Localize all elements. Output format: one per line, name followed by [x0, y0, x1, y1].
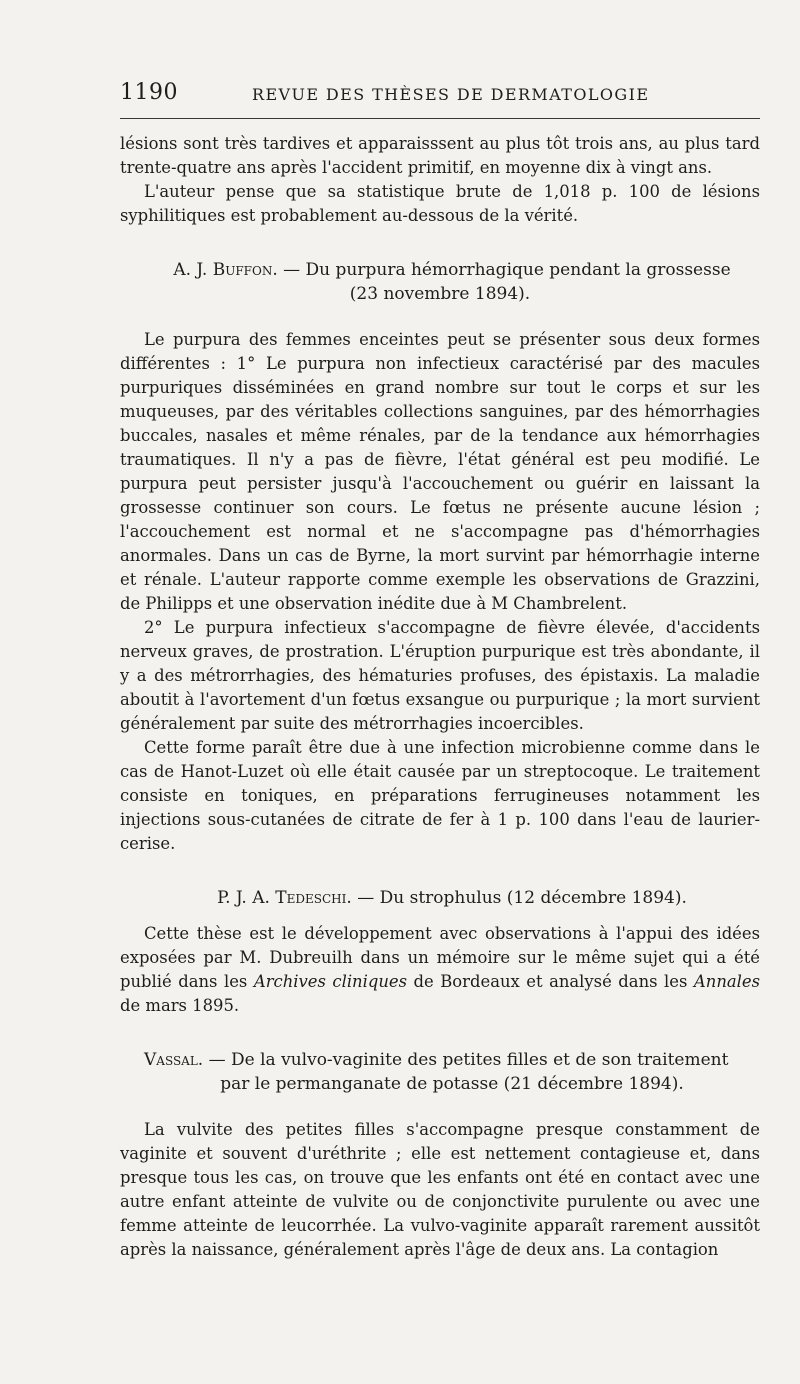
entry-title — [120, 1048, 760, 1096]
entry-paragraph: Cette forme paraît être due à une infection microbienne comme dans le cas de Hanot-Luzet où elle était causée par un streptocoque. Le traitement consiste en toniques, en préparations ferrugineuses notamment les injections sous-cutanées de citrate de fer à 1 p. 100 dans l'eau de laurier-cerise. — [120, 738, 760, 853]
entry-paragraph: 2° Le purpura infectieux s'accompagne de fièvre élevée, d'accidents nerveux graves, de prostration. L'éruption purpurique est très abondante, il y a des métrorrhagies, des hématuries profuses, des épistaxis. La maladie aboutit à l'avortement d'un fœtus exsangue ou purpurique ; la mort survient généralement par suite des métrorrhagies incoercibles. — [120, 618, 760, 733]
entry-paragraph: La vulvite des petites filles s'accompagne presque constamment de vaginite et souvent d'uréthrite ; elle est nettement contagieuse et, dans presque tous les cas, on trouve que les enfants ont été en contact avec une autre enfant atteinte de vulvite ou de conjonctivite purulente ou avec une femme atteinte de leucorrhée. La vulvo-vaginite apparaît rarement aussitôt après la naissance, généralement après l'âge de deux ans. La contagion — [120, 1120, 760, 1259]
header-rule — [120, 118, 760, 119]
entry-vassal — [120, 1048, 760, 1262]
entry-tedeschi — [120, 886, 760, 1018]
intro-paragraph-continuation: lésions sont très tardives et apparaisssent au plus tôt trois ans, au plus tard trente-quatre ans après l'accident primitif, en moyenne dix à vingt ans. — [120, 134, 760, 177]
running-title: REVUE DES THÈSES DE DERMATOLOGIE — [252, 85, 650, 104]
entry-title-date: (23 novembre 1894). — [349, 284, 531, 304]
paragraph-text: de Bordeaux et analysé dans les — [407, 972, 694, 991]
page-number: 1190 — [120, 80, 178, 105]
entry-author: P. J. A. Tedeschi. — [217, 888, 352, 908]
journal-title: Archives cliniques — [253, 972, 408, 991]
entry-author: Vassal. — [144, 1050, 204, 1070]
entry-paragraph — [120, 922, 760, 1018]
entry-title-text: — De la vulvo-vaginite des petites filles et de son traitement — [208, 1050, 729, 1070]
entry-author: A. J. Buffon. — [173, 260, 278, 280]
page-header — [120, 80, 760, 110]
journal-title: Annales — [693, 972, 760, 991]
paragraph-text: de mars 1895. — [120, 996, 240, 1015]
entry-buffon — [120, 258, 760, 856]
entry-title — [120, 258, 760, 306]
entry-title-text: — Du purpura hémorrhagique pendant la grossesse — [283, 260, 731, 280]
paragraph-text: Cette thèse est le développement avec observations à l'appui des idées exposées par M. Dubreuilh dans un mémoire sur le même sujet qui a été publié dans les — [120, 924, 760, 991]
body-text — [120, 132, 760, 1262]
entry-title-date: par le permanganate de potasse (21 décembre 1894). — [220, 1074, 684, 1094]
entry-title — [120, 886, 760, 910]
intro-paragraph: L'auteur pense que sa statistique brute de 1,018 p. 100 de lésions syphilitiques est probablement au-dessous de la vérité. — [120, 182, 760, 225]
entry-paragraph: Le purpura des femmes enceintes peut se présenter sous deux formes différentes : 1° Le purpura non infectieux caractérisé par des macules purpuriques disséminées en grand nombre sur tout le corps et sur les muqueuses, par des véritables collections sanguines, par des hémorrhagies buccales, nasales et même rénales, par de la tendance aux hémorrhagies traumatiques. Il n'y a pas de fièvre, l'état général est peu modifié. Le purpura peut persister jusqu'à l'accouchement ou guérir en laissant la grossesse continuer son cours. Le fœtus ne présente aucune lésion ; l'accouchement est normal et ne s'accompagne pas d'hémorrhagies anormales. Dans un cas de Byrne, la mort survint par hémorrhagie interne et rénale. L'auteur rapporte comme exemple les observations de Grazzini, de Philipps et une observation inédite due à M Chambrelent. — [120, 330, 760, 613]
entry-title-text: — Du strophulus (12 décembre 1894). — [357, 888, 687, 908]
